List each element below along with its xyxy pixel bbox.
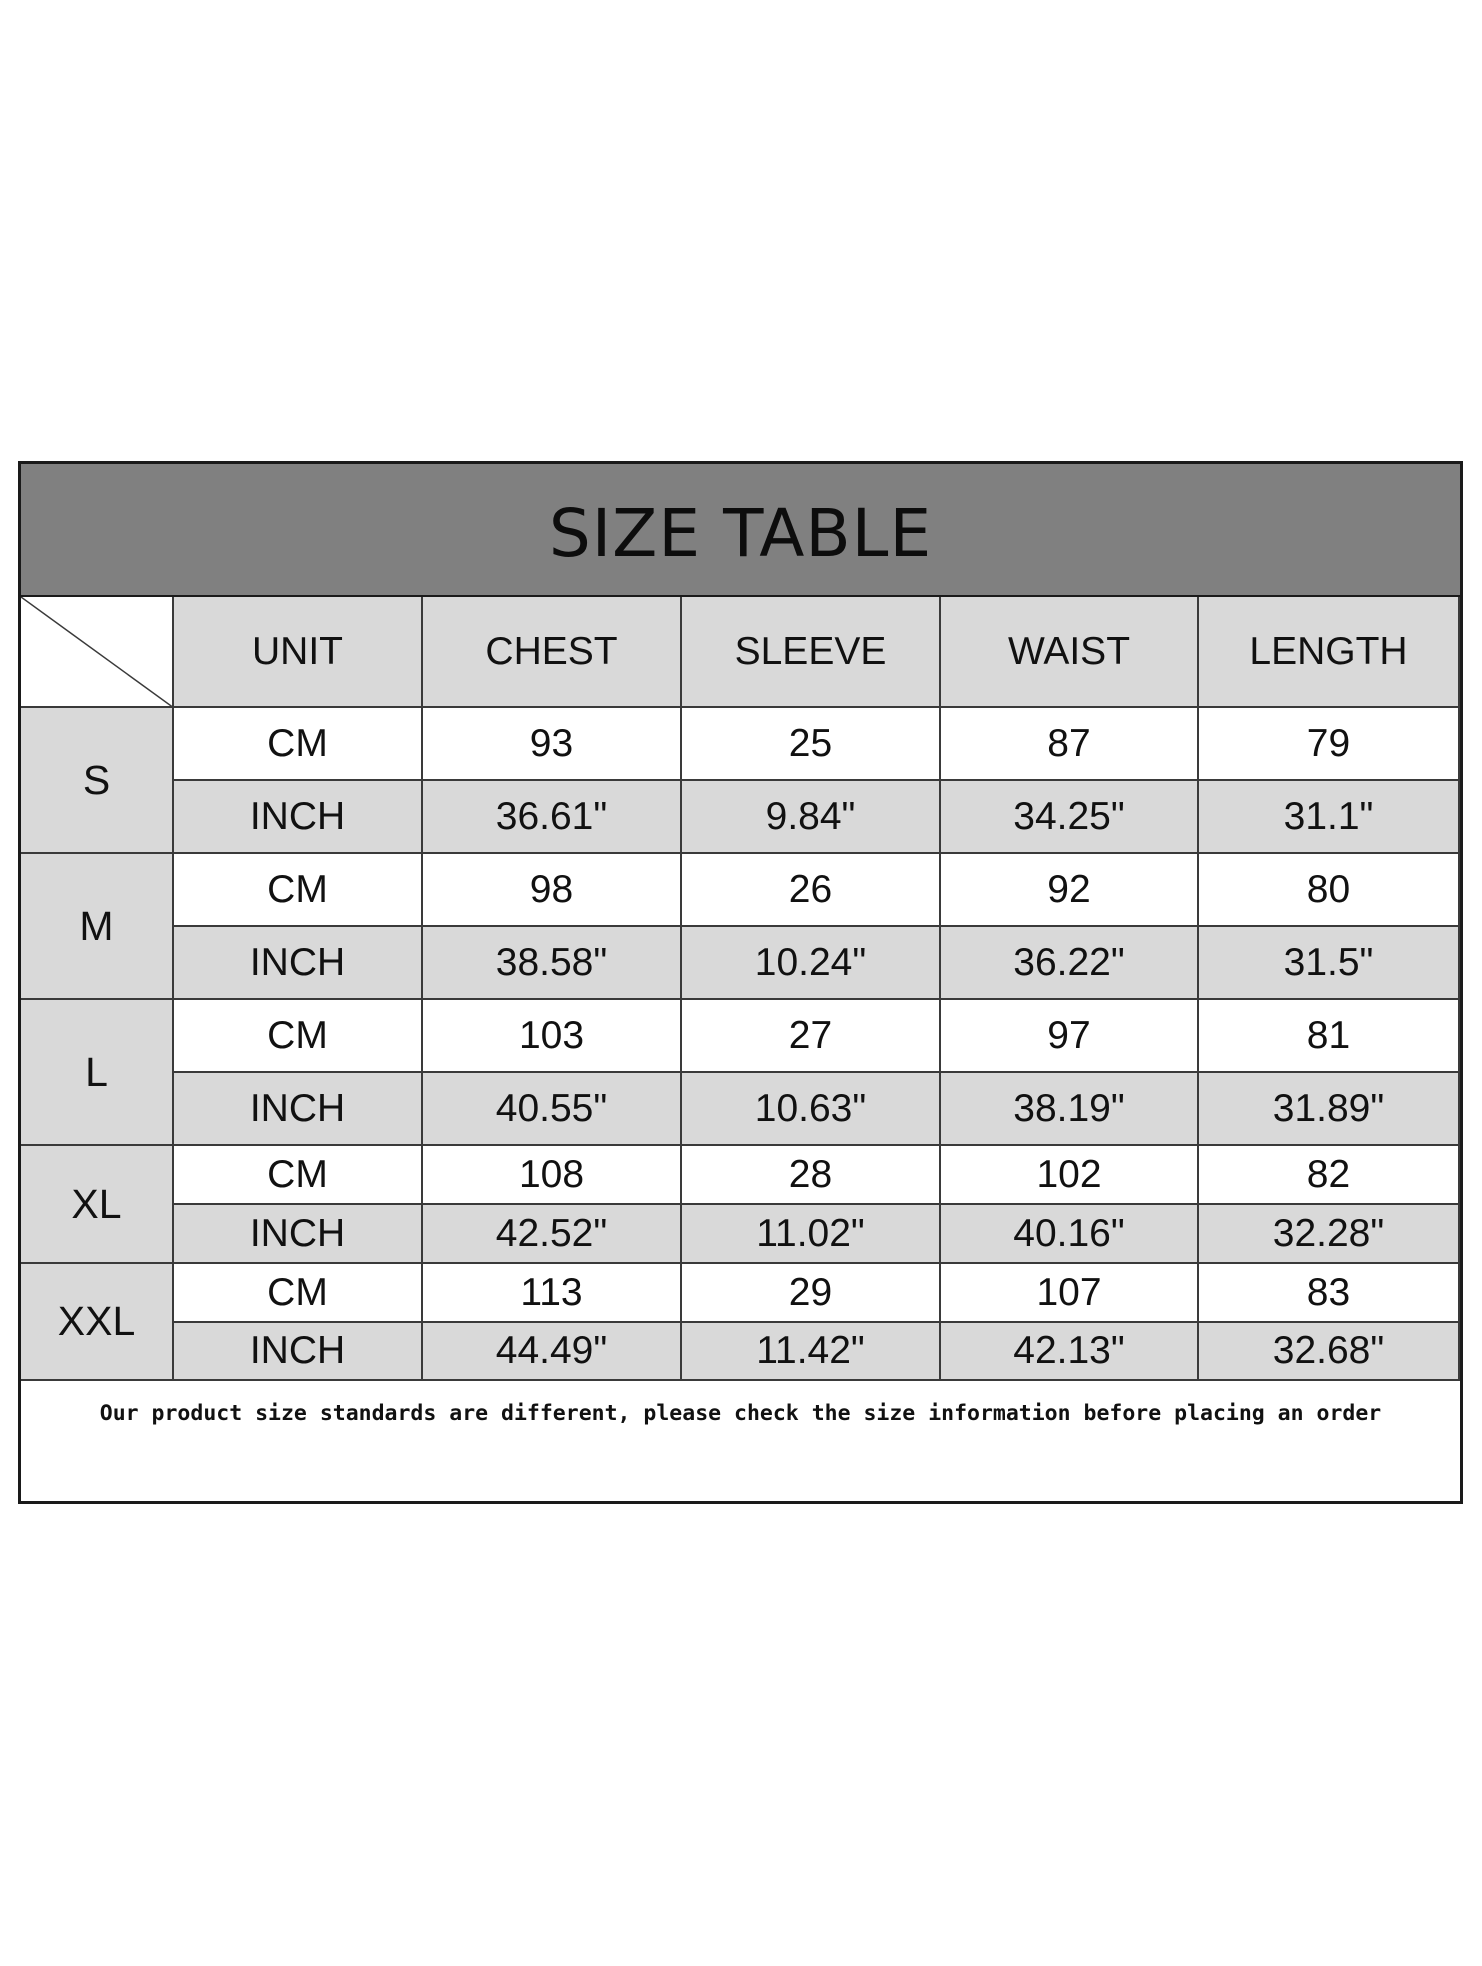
size-s-inch-waist: 34.25" (941, 781, 1199, 854)
size-xl-inch-chest: 42.52" (423, 1205, 682, 1264)
size-xxl-cm-length: 83 (1199, 1264, 1460, 1323)
size-l-inch-unit: INCH (174, 1073, 423, 1146)
size-xxl-cm-chest: 113 (423, 1264, 682, 1323)
size-l-cm-waist: 97 (941, 1000, 1199, 1073)
size-l-inch-chest: 40.55" (423, 1073, 682, 1146)
size-note: Our product size standards are different, please check the size information before placing an order (99, 1401, 1382, 1426)
size-l-cm-unit: CM (174, 1000, 423, 1073)
size-m-inch-waist: 36.22" (941, 927, 1199, 1000)
size-s-inch-length: 31.1" (1199, 781, 1460, 854)
size-l-inch-sleeve: 10.63" (682, 1073, 941, 1146)
size-l-inch-waist: 38.19" (941, 1073, 1199, 1146)
size-xl-cm-sleeve: 28 (682, 1146, 941, 1205)
size-s-inch-chest: 36.61" (423, 781, 682, 854)
size-table (18, 461, 1463, 1504)
size-xxl-inch-sleeve: 11.42" (682, 1323, 941, 1381)
size-xl-inch-length: 32.28" (1199, 1205, 1460, 1264)
size-xxl-cm-unit: CM (174, 1264, 423, 1323)
column-header-sleeve: SLEEVE (682, 597, 941, 708)
size-label-s: S (21, 708, 174, 854)
diagonal-line (21, 597, 174, 708)
size-xl-inch-waist: 40.16" (941, 1205, 1199, 1264)
size-s-cm-unit: CM (174, 708, 423, 781)
size-xxl-inch-unit: INCH (174, 1323, 423, 1381)
title-band (21, 464, 1460, 597)
column-header-chest: CHEST (423, 597, 682, 708)
size-label-m: M (21, 854, 174, 1000)
column-header-unit: UNIT (174, 597, 423, 708)
size-xl-cm-chest: 108 (423, 1146, 682, 1205)
size-xl-cm-length: 82 (1199, 1146, 1460, 1205)
size-s-cm-waist: 87 (941, 708, 1199, 781)
corner-diagonal (21, 597, 174, 708)
size-l-cm-sleeve: 27 (682, 1000, 941, 1073)
size-s-inch-unit: INCH (174, 781, 423, 854)
size-xxl-cm-waist: 107 (941, 1264, 1199, 1323)
size-xl-cm-waist: 102 (941, 1146, 1199, 1205)
size-m-cm-chest: 98 (423, 854, 682, 927)
size-label-xxl: XXL (21, 1264, 174, 1381)
size-s-cm-length: 79 (1199, 708, 1460, 781)
size-m-inch-unit: INCH (174, 927, 423, 1000)
size-xxl-cm-sleeve: 29 (682, 1264, 941, 1323)
size-grid (21, 597, 1460, 1381)
size-m-inch-chest: 38.58" (423, 927, 682, 1000)
table-title: SIZE TABLE (548, 495, 933, 572)
size-s-cm-chest: 93 (423, 708, 682, 781)
size-s-cm-sleeve: 25 (682, 708, 941, 781)
size-xxl-inch-waist: 42.13" (941, 1323, 1199, 1381)
size-l-cm-chest: 103 (423, 1000, 682, 1073)
size-xl-inch-sleeve: 11.02" (682, 1205, 941, 1264)
size-m-cm-length: 80 (1199, 854, 1460, 927)
size-xl-inch-unit: INCH (174, 1205, 423, 1264)
size-m-cm-unit: CM (174, 854, 423, 927)
corner-cell (21, 597, 174, 708)
size-label-l: L (21, 1000, 174, 1146)
size-m-inch-sleeve: 10.24" (682, 927, 941, 1000)
size-label-xl: XL (21, 1146, 174, 1264)
size-m-cm-waist: 92 (941, 854, 1199, 927)
size-m-cm-sleeve: 26 (682, 854, 941, 927)
size-s-inch-sleeve: 9.84" (682, 781, 941, 854)
size-xl-cm-unit: CM (174, 1146, 423, 1205)
size-xxl-inch-chest: 44.49" (423, 1323, 682, 1381)
size-l-inch-length: 31.89" (1199, 1073, 1460, 1146)
size-m-inch-length: 31.5" (1199, 927, 1460, 1000)
size-xxl-inch-length: 32.68" (1199, 1323, 1460, 1381)
column-header-waist: WAIST (941, 597, 1199, 708)
column-header-length: LENGTH (1199, 597, 1460, 708)
size-l-cm-length: 81 (1199, 1000, 1460, 1073)
